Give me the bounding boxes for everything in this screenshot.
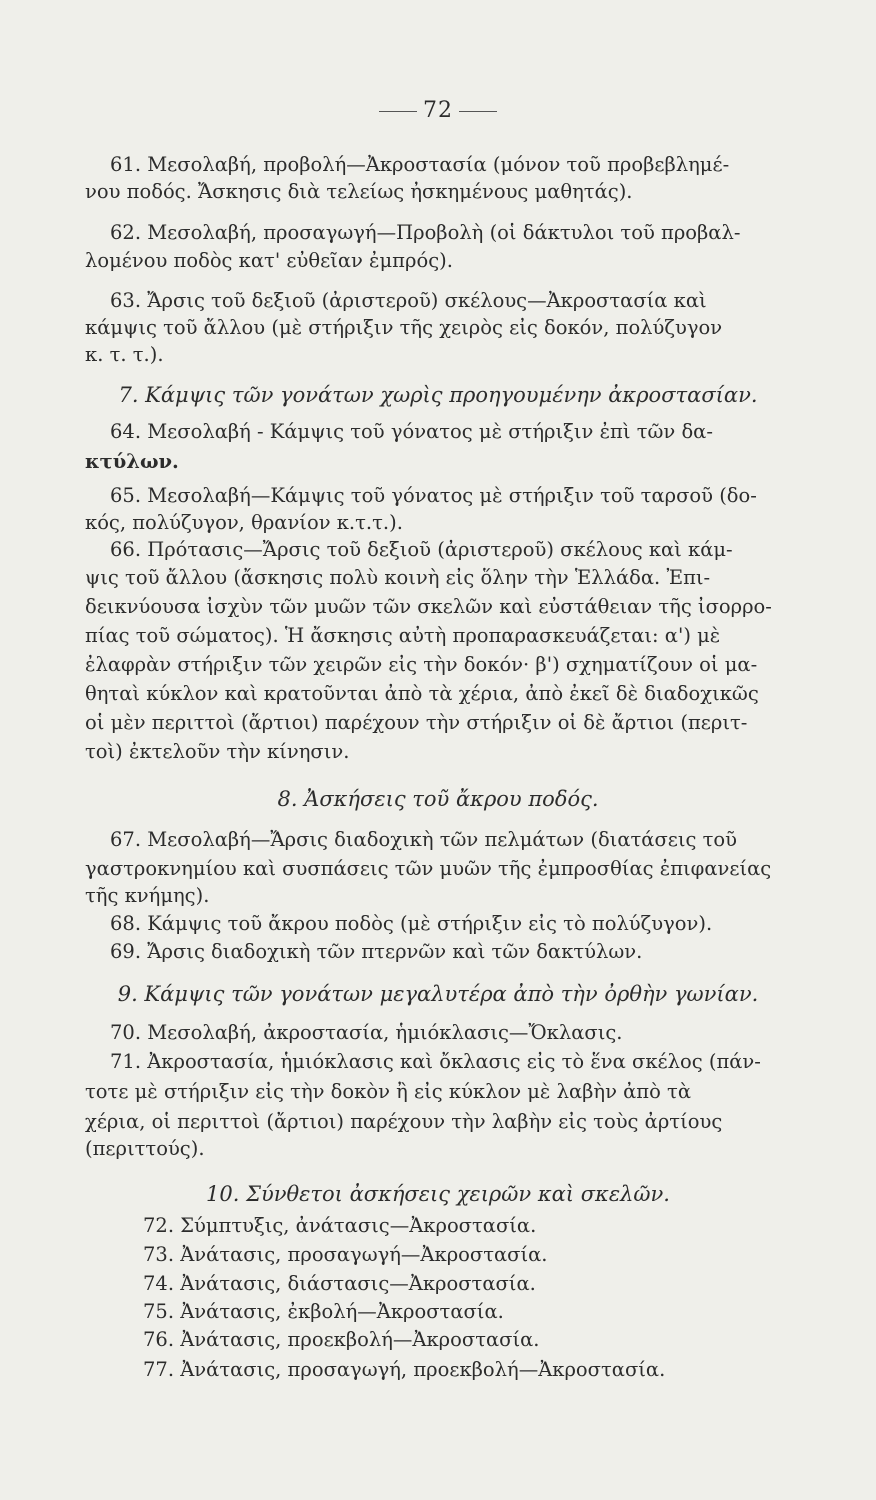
text-line: 62. Μεσολαβή, προσαγωγή—Προβολὴ (οἱ δάκτυλοι τοῦ προβαλ- xyxy=(110,221,741,244)
text-line: τοτε μὲ στήριξιν εἰς τὴν δοκὸν ἢ εἰς κύκλον μὲ λαβὴν ἀπὸ τὰ xyxy=(85,1080,692,1103)
text-line: 77. Ἀνάτασις, προσαγωγή, προεκβολή—Ἀκροστασία. xyxy=(143,1358,666,1381)
text-line: τῆς κνήμης). xyxy=(85,884,210,907)
text-line: (περιττούς). xyxy=(85,1137,205,1160)
text-line: 70. Μεσολαβή, ἀκροστασία, ἡμιόκλασις—Ὄκλασις. xyxy=(110,1021,623,1044)
text-line: 76. Ἀνάτασις, προεκβολή—Ἀκροστασία. xyxy=(143,1328,540,1351)
text-line: κ. τ. τ.). xyxy=(85,343,164,366)
text-line: 74. Ἀνάτασις, διάστασις—Ἀκροστασία. xyxy=(143,1272,536,1295)
text-line: 72. Σύμπτυξις, ἀνάτασις—Ἀκροστασία. xyxy=(143,1214,537,1237)
text-line: 67. Μεσολαβή—Ἄρσις διαδοχικὴ τῶν πελμάτων (διατάσεις τοῦ xyxy=(110,828,738,851)
text-line: κός, πολύζυγον, θρανίον κ.τ.τ.). xyxy=(85,511,403,534)
text-line: ψις τοῦ ἄλλου (ἄσκησις πολὺ κοινὴ εἰς ὅλην τὴν Ἑλλάδα. Ἐπι- xyxy=(85,566,711,589)
text-line: 73. Ἀνάτασις, προσαγωγή—Ἀκροστασία. xyxy=(143,1243,548,1266)
text-line: 75. Ἀνάτασις, ἐκβολή—Ἀκροστασία. xyxy=(143,1300,504,1323)
text-line: 69. Ἄρσις διαδοχικὴ τῶν πτερνῶν καὶ τῶν δακτύλων. xyxy=(110,940,643,963)
text-line: οἱ μὲν περιττοὶ (ἄρτιοι) παρέχουν τὴν στήριξιν οἱ δὲ ἄρτιοι (περιτ- xyxy=(85,711,748,734)
page-number: 72 xyxy=(0,98,876,123)
text-line: λομένου ποδὸς κατ' εὐθεῖαν ἐμπρός). xyxy=(85,249,453,272)
text-line: κάμψις τοῦ ἄλλου (μὲ στήριξιν τῆς χειρὸς εἰς δοκόν, πολύζυγον xyxy=(85,316,723,339)
text-line: 64. Μεσολαβή - Κάμψις τοῦ γόνατος μὲ στήριξιν ἐπὶ τῶν δα- xyxy=(110,420,713,443)
text-line: χέρια, οἱ περιττοὶ (ἄρτιοι) παρέχουν τὴν λαβὴν εἰς τοὺς ἀρτίους xyxy=(85,1110,723,1133)
text-line: 66. Πρότασις—Ἄρσις τοῦ δεξιοῦ (ἀριστεροῦ) σκέλους καὶ κάμ- xyxy=(110,538,733,561)
text-line: 65. Μεσολαβή—Κάμψις τοῦ γόνατος μὲ στήριξιν τοῦ ταρσοῦ (δο- xyxy=(110,484,757,507)
text-line: 68. Κάμψις τοῦ ἄκρου ποδὸς (μὲ στήριξιν εἰς τὸ πολύζυγον). xyxy=(110,912,713,935)
section-heading-8: 8. Ἀσκήσεις τοῦ ἄκρου ποδός. xyxy=(277,787,599,811)
text-line: δεικνύουσα ἰσχὺν τῶν μυῶν τῶν σκελῶν καὶ εὐστάθειαν τῆς ἰσορρο- xyxy=(85,595,772,618)
section-heading-7: 7. Κάμψις τῶν γονάτων χωρὶς προηγουμένην ἀκροστασίαν. xyxy=(118,383,758,407)
text-line: νου ποδός. Ἄσκησις διὰ τελείως ἠσκημένους μαθητάς). xyxy=(85,180,633,203)
text-line: 63. Ἄρσις τοῦ δεξιοῦ (ἀριστεροῦ) σκέλους—Ἀκροστασία καὶ xyxy=(110,289,707,312)
text-line: κτύλων. xyxy=(85,450,179,473)
text-line: 61. Μεσολαβή, προβολή—Ἀκροστασία (μόνον τοῦ προβεβλημέ- xyxy=(110,153,730,176)
text-line: τοὶ) ἐκτελοῦν τὴν κίνησιν. xyxy=(85,740,350,763)
page-number-dash-left xyxy=(379,111,417,112)
section-heading-9: 9. Κάμψις τῶν γονάτων μεγαλυτέρα ἀπὸ τὴν ὀρθὴν γωνίαν. xyxy=(117,982,759,1006)
text-line: ἐλαφρὰν στήριξιν τῶν χειρῶν εἰς τὴν δοκόν· β') σχηματίζουν οἱ μα- xyxy=(85,653,758,676)
text-line: γαστροκνημίου καὶ συσπάσεις τῶν μυῶν τῆς ἐμπροσθίας ἐπιφανείας xyxy=(85,857,772,880)
text-line: θηταὶ κύκλον καὶ κρατοῦνται ἀπὸ τὰ χέρια, ἀπὸ ἐκεῖ δὲ διαδοχικῶς xyxy=(85,682,759,705)
section-heading-10: 10. Σύνθετοι ἀσκήσεις χειρῶν καὶ σκελῶν. xyxy=(206,1182,670,1206)
text-line: 71. Ἀκροστασία, ἡμιόκλασις καὶ ὄκλασις εἰς τὸ ἕνα σκέλος (πάν- xyxy=(110,1050,761,1073)
text-line: πίας τοῦ σώματος). Ἡ ἄσκησις αὐτὴ προπαρασκευάζεται: α') μὲ xyxy=(85,624,721,647)
page-number-dash-right xyxy=(459,111,497,112)
